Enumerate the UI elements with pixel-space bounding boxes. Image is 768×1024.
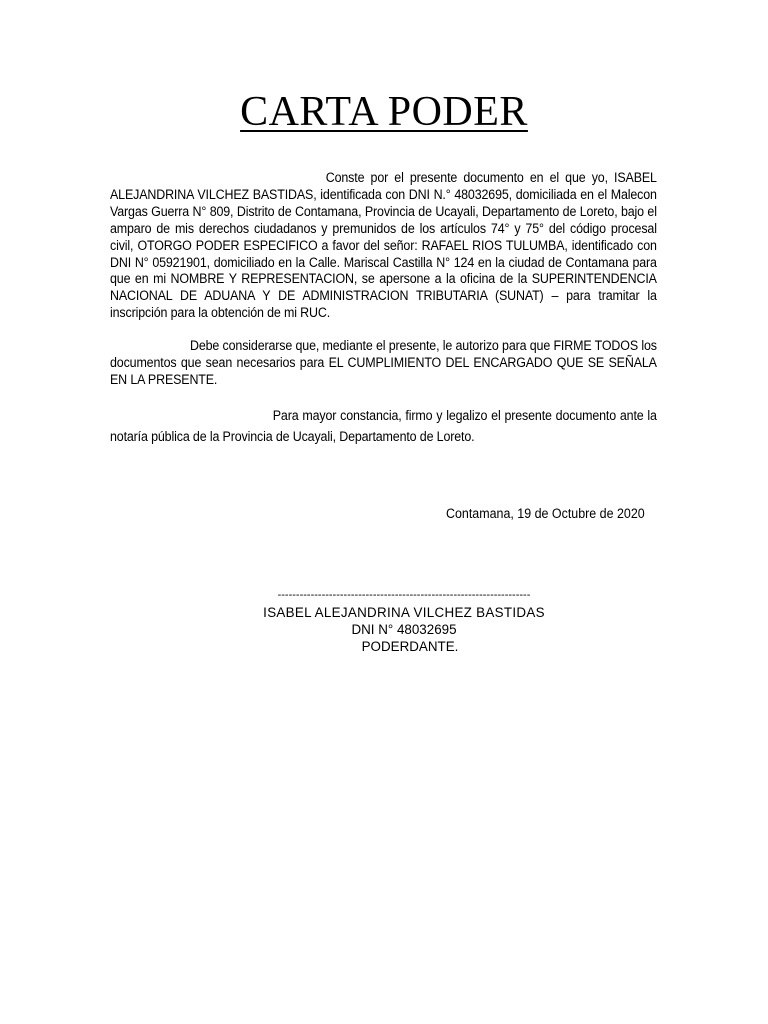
document-title	[0, 86, 768, 138]
document-date: Contamana, 19 de Octubre de 2020	[446, 506, 645, 521]
signature-line: ---------------------------------------------------------------------	[277, 589, 531, 601]
paragraph-grant: Conste por el presente documento en el que yo, ISABEL ALEJANDRINA VILCHEZ BASTIDAS, identificada con DNI N.° 48032695, domiciliada en el Malecon Vargas Guerra N° 809, Distrito de Contamana, Provincia de Ucayali, Departamento de Loreto, bajo el amparo de mis derechos ciudadanos y premunidos de los artículos 74° y 75° del código procesal civil, OTORGO PODER ESPECIFICO a favor del señor: RAFAEL RIOS TULUMBA, identificado con DNI N° 05921901, domiciliado en la Calle. Mariscal Castilla N° 124 en la ciudad de Contamana para que en mi NOMBRE Y REPRESENTACION, se apersone a la oficina de la SUPERINTENDENCIA NACIONAL DE ADUANA Y DE ADMINISTRACION TRIBUTARIA (SUNAT) – para tramitar la inscripción para la obtención de mi RUC.	[110, 170, 657, 321]
signer-role: PODERDANTE.	[361, 639, 459, 654]
signer-name: ISABEL ALEJANDRINA VILCHEZ BASTIDAS	[263, 605, 545, 620]
title-text: CARTA PODER	[240, 89, 528, 135]
signer-dni: DNI N° 48032695	[351, 622, 457, 637]
signature-block	[0, 587, 768, 655]
paragraph-authorization: Debe considerarse que, mediante el presente, le autorizo para que FIRME TODOS los documentos que sean necesarios para EL CUMPLIMIENTO DEL ENCARGADO QUE SE SEÑALA EN LA PRESENTE.	[110, 338, 657, 387]
paragraph-legalization: Para mayor constancia, firmo y legalizo el presente documento ante la notaría pública de la Provincia de Ucayali, Departamento de Loreto.	[110, 408, 657, 444]
